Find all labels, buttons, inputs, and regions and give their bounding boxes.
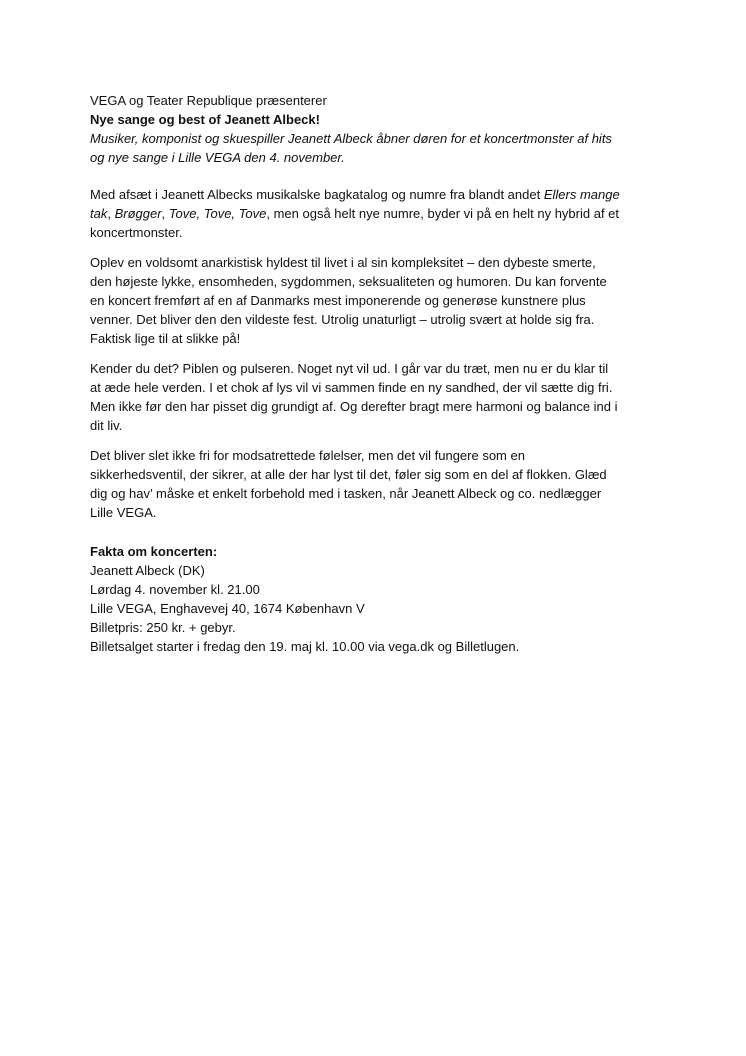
- presenter-line: VEGA og Teater Republique præsenterer: [90, 93, 327, 108]
- paragraph-line: Kender du det? Piblen og pulseren. Noget nyt vil ud. I går var du træt, men nu er du klar til: [90, 361, 609, 376]
- paragraph-line: dig og hav’ måske et enkelt forbehold med i tasken, når Jeanett Albeck og co. nedlægger: [90, 486, 602, 501]
- paragraph-line: at æde hele verden. I et chok af lys vil vi sammen finde en ny sandhed, der vil sætte dig fri.: [90, 380, 613, 395]
- intro-text: , men også helt nye numre, byder vi på en helt ny hybrid af et: [266, 206, 620, 221]
- paragraph-line: Oplev en voldsomt anarkistisk hyldest til livet i al sin kompleksitet – den dybeste smerte,: [90, 255, 596, 270]
- song-title: Brøgger: [114, 206, 162, 221]
- intro-line-3: koncertmonster.: [90, 225, 183, 240]
- song-title: Ellers mange: [543, 187, 620, 202]
- paragraph-question: [90, 359, 670, 435]
- paragraph-line: en koncert fremført af en af Danmarks mest imponerende og generøse kunstnere plus: [90, 293, 586, 308]
- lead-line-2: og nye sange i Lille VEGA den 4. november.: [90, 150, 345, 165]
- facts-item: Lørdag 4. november kl. 21.00: [90, 582, 260, 597]
- song-title: tak: [90, 206, 108, 221]
- headline: Nye sange og best of Jeanett Albeck!: [90, 112, 320, 127]
- paragraph-line: dit liv.: [90, 418, 123, 433]
- paragraph-intro: [90, 185, 670, 242]
- facts-item: Lille VEGA, Enghavevej 40, 1674 København V: [90, 601, 365, 616]
- paragraph-line: Det bliver slet ikke fri for modsatrettede følelser, men det vil fungere som en: [90, 448, 525, 463]
- paragraph-line: den højeste lykke, ensomheden, sygdommen, seksualiteten og humoren. Du kan forvente: [90, 274, 607, 289]
- facts-section: [90, 542, 670, 656]
- intro-line-1: [90, 185, 670, 204]
- lead-line-1: Musiker, komponist og skuespiller Jeanett Albeck åbner døren for et koncertmonster af hits: [90, 131, 612, 146]
- paragraph-experience: [90, 253, 670, 348]
- separator: ,: [161, 206, 169, 221]
- separator: ,: [107, 206, 115, 221]
- intro-line-2: [90, 204, 670, 223]
- paragraph-line: sikkerhedsventil, der sikrer, at alle der har lyst til det, føler sig som en del af flokken. Glæd: [90, 467, 607, 482]
- paragraph-line: Lille VEGA.: [90, 505, 157, 520]
- paragraph-feelings: [90, 446, 670, 522]
- press-release: [90, 91, 670, 656]
- paragraph-line: venner. Det bliver den den vildeste fest. Utrolig unaturligt – utrolig svært at holde sig fra.: [90, 312, 595, 327]
- paragraph-line: Men ikke før den har pisset dig grundigt af. Og derefter bragt mere harmoni og balance ind i: [90, 399, 618, 414]
- facts-item: Billetpris: 250 kr. + gebyr.: [90, 620, 236, 635]
- intro-text: Med afsæt i Jeanett Albecks musikalske bagkatalog og numre fra blandt andet: [90, 187, 544, 202]
- facts-item: Jeanett Albeck (DK): [90, 563, 205, 578]
- facts-heading: Fakta om koncerten:: [90, 544, 218, 559]
- paragraph-line: Faktisk lige til at slikke på!: [90, 331, 241, 346]
- song-title: Tove, Tove, Tove: [168, 206, 267, 221]
- facts-item: Billetsalget starter i fredag den 19. maj kl. 10.00 via vega.dk og Billetlugen.: [90, 639, 520, 654]
